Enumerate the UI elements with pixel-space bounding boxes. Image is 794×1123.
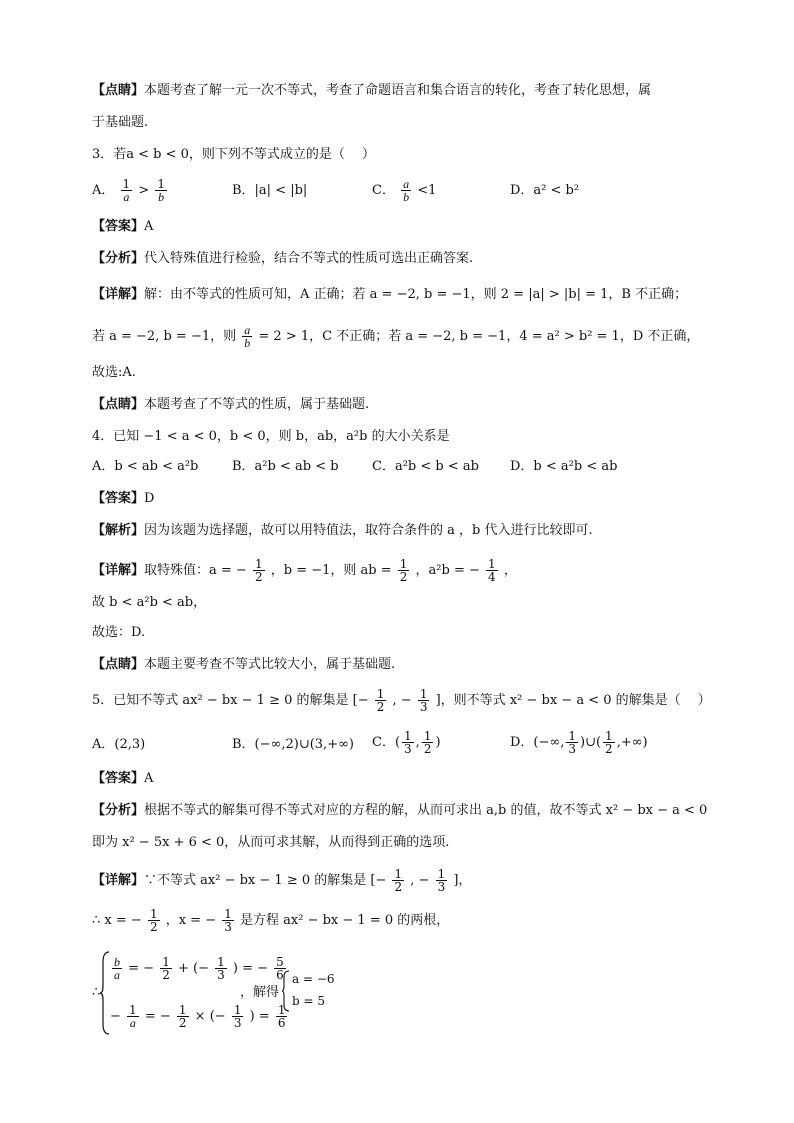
fraction: $\frac{a}{b}$ bbox=[244, 323, 251, 350]
q3-option-a: A． $\frac{1}{a}$ > $\frac{1}{b}$ bbox=[92, 177, 165, 204]
fraction: $\frac{5}{6}$ bbox=[276, 955, 284, 982]
fraction: $\frac{1}{2}$ bbox=[423, 729, 432, 756]
q4-dianjing: 【点睛】本题主要考查不等式比较大小，属于基础题. bbox=[92, 657, 396, 672]
q3-detail-3: 故选:A. bbox=[92, 365, 136, 380]
q5-option-d: D．(−∞, $\frac{1}{3}$ )∪( $\frac{1}{2}$ ,+∞) bbox=[510, 729, 648, 756]
fraction: $\frac{1}{2}$ bbox=[254, 557, 263, 584]
q4-stem: 4．已知 −1 < a < 0，b < 0，则 b，ab，a²b 的大小关系是 bbox=[92, 429, 450, 444]
fraction: $\frac{1}{2}$ bbox=[394, 867, 403, 894]
q5-detail-2: ∴ x = − $\frac{1}{2}$ ，x = − $\frac{1}{3}$ 是方程 ax² − bx − 1 = 0 的两根， bbox=[92, 907, 450, 934]
therefore-symbol: ∴ bbox=[92, 985, 101, 1000]
q5-analysis-1: 【分析】根据不等式的解集可得不等式对应的方程的解，从而可求出 a,b 的值，故不等式 x² − bx − a < 0 bbox=[92, 803, 708, 818]
q3-option-b: B．|a| < |b| bbox=[232, 183, 308, 198]
fraction: $\frac{a}{b}$ bbox=[403, 177, 410, 204]
fraction: $\frac{1}{3}$ bbox=[233, 1003, 242, 1030]
q4-option-c: C．a²b < b < ab bbox=[372, 459, 479, 474]
fraction: $\frac{1}{2}$ bbox=[178, 1003, 187, 1030]
fraction: $\frac{1}{2}$ bbox=[399, 557, 408, 584]
system-equation-2: − $\frac{1}{a}$ = − $\frac{1}{2}$ × (− $\frac{1}{3}$ ) = $\frac{1}{6}$ bbox=[110, 1003, 286, 1030]
left-brace-icon bbox=[100, 950, 110, 1036]
dianjing-text: 本题考查了解一元一次不等式，考查了命题语言和集合语言的转化，考查了转化思想，属 bbox=[144, 83, 652, 98]
q3-option-c: C． $\frac{a}{b}$ <1 bbox=[372, 177, 437, 204]
q5-answer: 【答案】A bbox=[92, 771, 154, 786]
q4-option-b: B．a²b < ab < b bbox=[232, 459, 339, 474]
q4-detail-1: 【详解】取特殊值：a = − $\frac{1}{2}$ ，b = −1，则 ab = $\frac{1}{2}$ ，a²b = − $\frac{1}{4}$ ， bbox=[92, 557, 517, 584]
fraction: $\frac{1}{a}$ bbox=[129, 1003, 137, 1030]
fraction: $\frac{1}{3}$ bbox=[568, 729, 576, 756]
dianjing-line-2 bbox=[92, 114, 148, 132]
q3-stem: 3．若a < b < 0，则下列不等式成立的是（ ） bbox=[92, 147, 376, 162]
q3-answer: 【答案】A bbox=[92, 219, 154, 234]
fraction: $\frac{1}{3}$ bbox=[419, 687, 428, 714]
fraction: $\frac{1}{3}$ bbox=[404, 729, 412, 756]
fraction: $\frac{1}{4}$ bbox=[488, 557, 496, 584]
q3-analysis: 【分析】代入特殊值进行检验，结合不等式的性质可选出正确答案. bbox=[92, 251, 474, 266]
q3-detail-1: 【详解】解：由不等式的性质可知，A 正确；若 a = −2, b = −1，则 2 = |a| > |b| = 1，B 不正确； bbox=[92, 287, 688, 302]
fraction: $\frac{1}{2}$ bbox=[605, 729, 613, 756]
q3-dianjing: 【点睛】本题考查了不等式的性质，属于基础题. bbox=[92, 397, 370, 412]
q4-detail-2: 故 b < a²b < ab， bbox=[92, 595, 207, 610]
q5-option-c: C．( $\frac{1}{3}$ , $\frac{1}{2}$ ) bbox=[372, 729, 441, 756]
fraction: $\frac{1}{3}$ bbox=[437, 867, 446, 894]
fraction: $\frac{1}{3}$ bbox=[217, 955, 225, 982]
dianjing-tag: 【点睛】 bbox=[92, 83, 145, 98]
fraction: $\frac{1}{2}$ bbox=[162, 955, 170, 982]
system-equation-1: $\frac{b}{a}$ = − $\frac{1}{2}$ + (− $\frac{1}{3}$ ) = − $\frac{5}{6}$ bbox=[114, 955, 284, 982]
q3-detail-2: 若 a = −2, b = −1，则 $\frac{a}{b}$ = 2 > 1，C 不正确；若 a = −2, b = −1，4 = a² > b² = 1，D 不正确， bbox=[92, 323, 700, 350]
q5-analysis-2: 即为 x² − 5x + 6 < 0，从而可求其解，从而得到正确的选项. bbox=[92, 835, 450, 850]
fraction: $\frac{1}{2}$ bbox=[149, 907, 158, 934]
q5-option-b: B．(−∞,2)∪(3,+∞) bbox=[232, 737, 354, 752]
q3-option-d: D．a² < b² bbox=[510, 183, 580, 198]
dianjing-line-1 bbox=[92, 82, 651, 100]
fraction: $\frac{1}{3}$ bbox=[224, 907, 232, 934]
q5-stem: 5．已知不等式 ax² − bx − 1 ≥ 0 的解集是 [− $\frac{1}{2}$ , − $\frac{1}{3}$ ]，则不等式 x² − bx − a < 0 的解集是（ ） bbox=[92, 687, 711, 714]
q4-option-a: A．b < ab < a²b bbox=[92, 459, 199, 474]
fraction: $\frac{b}{a}$ bbox=[114, 955, 120, 982]
fraction: $\frac{1}{b}$ bbox=[157, 177, 165, 204]
q4-detail-3: 故选：D. bbox=[92, 625, 146, 640]
left-brace-icon bbox=[282, 970, 290, 1012]
q4-analysis: 【解析】因为该题为选择题，故可以用特值法，取符合条件的 a ，b 代入进行比较即可. bbox=[92, 523, 593, 538]
q4-option-d: D．b < a²b < ab bbox=[510, 459, 618, 474]
solve-label: ，解得 bbox=[240, 985, 280, 1000]
solution-b: b = 5 bbox=[292, 994, 325, 1008]
q5-option-a: A．(2,3) bbox=[92, 737, 146, 752]
q4-answer: 【答案】D bbox=[92, 491, 155, 506]
dianjing-text-cont: 于基础题. bbox=[92, 115, 149, 130]
fraction: $\frac{1}{2}$ bbox=[376, 687, 385, 714]
q5-detail-1: 【详解】∵不等式 ax² − bx − 1 ≥ 0 的解集是 [− $\frac{1}{2}$ , − $\frac{1}{3}$ ]， bbox=[92, 867, 472, 894]
fraction: $\frac{1}{6}$ bbox=[277, 1003, 286, 1030]
fraction: $\frac{1}{a}$ bbox=[122, 177, 131, 204]
solution-a: a = −6 bbox=[292, 972, 335, 986]
